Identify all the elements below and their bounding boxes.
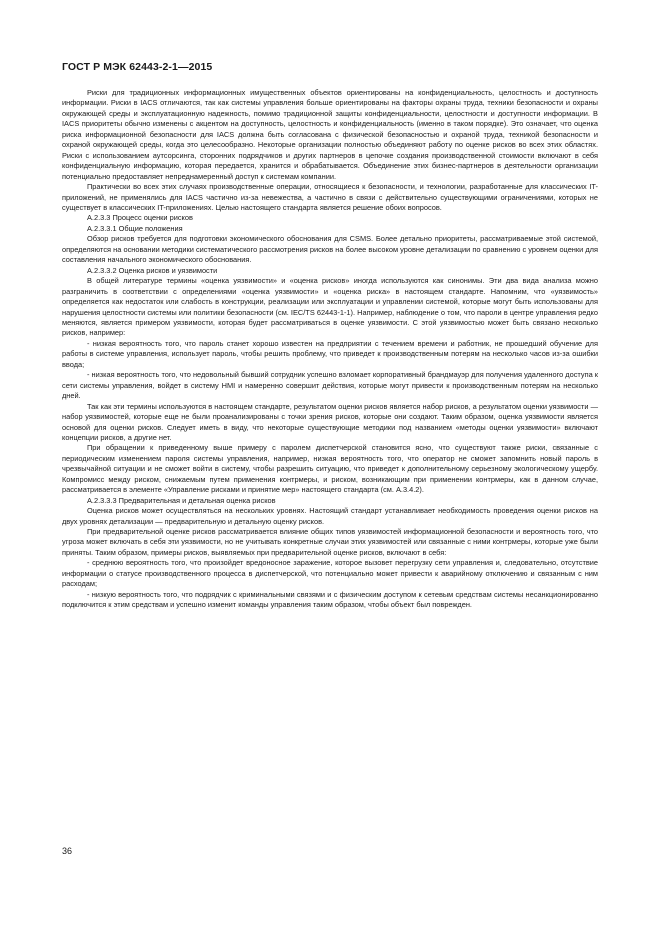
section-heading-a23332: A.2.3.3.2 Оценка рисков и уязвимости: [87, 265, 218, 275]
page-number: 36: [62, 846, 73, 856]
paragraph-preliminary-assessment: При предварительной оценке рисков рассматривается влияние общих типов уязвимостей информационной безопасности и вероятность того, что угроза может включать в себя эти уязвимости, но не учитывать конкретные случаи этих уязвимостей или связанные с ними контрмеры, которые уже были приняты. Таким образом, примеры рисков, выявляемых при предварительной оценке рисков, включают в себя:: [62, 527, 598, 557]
paragraph-risks-iacs: Риски для традиционных информационных имущественных объектов ориентированы на конфиденциальность, целостность и доступность информации. Риски в IACS отличаются, так как системы управления больше ориентированы на факторы охраны труда, техники безопасности и охраны окружающей среды и эксплуатационную надежность, помимо традиционной защиты конфиденциальности, целостности и доступности информации. В IACS приоритеты обычно изменены с акцентом на доступность, целостность и конфиденциальность (именно в таком порядке). Это означает, что оценка риска информационной безопасности для IACS должна быть согласована с физической безопасностью и охраной труда, техникой безопасности и охраной окружающей среды, когда это целесообразно. Некоторые организации полностью объединяют работу по оценке рисков во всех этих областях. Риски с использованием аутсорсинга, сторонних подрядчиков и других партнеров в цепочке создания производственной стоимости включают в себя конфиденциальную информацию, которая передается, хранится и обрабатывается. Объединение этих бизнес-партнеров в деятельности организации потенциально предоставляет непреднамеренный доступ к системам компании.: [62, 88, 598, 181]
list-item-disgruntled-employee: - низкая вероятность того, что недовольный бывший сотрудник успешно взломает корпоративный брандмауэр для получения удаленного доступа к сети системы управления, войдет в систему HMI и намеренно совершит действия, которые могут привести к производственным потерям на несколько дней.: [62, 370, 598, 401]
list-item-malware-infection: - среднюю вероятность того, что произойдет вредоносное заражение, которое вызовет перегрузку сети управления и, следовательно, отсутствие информации о статусе производственного процесса в диспетчерской, что потенциально может привести к аварийному отключению и связанным с ним расходам;: [62, 558, 598, 589]
paragraph-risk-overview: Обзор рисков требуется для подготовки экономического обоснования для CSMS. Более детально приоритеты, рассматриваемые этой системой, определяются на основании методики систематического рассмотрения рисков на более высоком уровне детализации по сравнению с уровнем оценки для составления начального экономического обоснования.: [62, 234, 598, 265]
list-item-password-known: - низкая вероятность того, что пароль станет хорошо известен на предприятии с течением времени и работник, не прошедший обучение для работы в системе управления, использует пароль, чтобы решить проблему, что приведет к производственным потерям на несколько часов из-за ошибки ввода;: [62, 338, 598, 369]
paragraph-terms-usage: Так как эти термины используются в настоящем стандарте, результатом оценки рисков является набор рисков, а результатом оценки уязвимости — набор уязвимостей, которые еще не были проанализированы с точки зрения рисков, которые они создают. Таким образом, оценка уязвимости является основой для оценки рисков. Следует иметь в виду, что некоторые существующие методики под названием «методы оценки уязвимости» включают концепции рисков, а другие нет.: [62, 401, 598, 442]
paragraph-practical-cases: Практически во всех этих случаях производственные операции, относящиеся к безопасности, и технологии, разработанные для классических IT-приложений, не применялись для IACS частично из-за невежества, а частично в связи с действительно существующими ограничениями, которых не существует в классических IT-приложениях. Целью настоящего стандарта является решение обоих вопросов.: [62, 182, 598, 212]
paragraph-password-example: При обращении к приведенному выше примеру с паролем диспетчерской становится ясно, что существуют также риски, связанные с периодическим изменением пароля системы управления, например, низкая вероятность того, что оператор не сможет запомнить новый пароль в чрезвычайной ситуации и не сможет войти в систему, чтобы разрешить ситуацию, что приведет к дополнительному серьезному экологическому ущербу. Компромисс между риском, снижаемым путем применения контрмеры, и риском, возникающим при применении контрмеры, как в данном случае, рассматривается в элементе «Управление рисками и принятие мер» настоящего стандарта (см. A.3.4.2).: [62, 443, 598, 495]
section-heading-a2333: A.2.3.3 Процесс оценки рисков: [87, 213, 193, 223]
paragraph-vulnerability-terms: В общей литературе термины «оценка уязвимости» и «оценка рисков» иногда используются как синонимы. Эти два вида анализа можно разграничить в соответствии с определениями «оценка уязвимости» и «оценка риска» в настоящем стандарте. Напомним, что «уязвимость» определяется как недостаток или слабость в конструкции, реализации или эксплуатации и управлении системой, которые могут быть использованы для нарушения целостности системы или политики безопасности (см. IEC/TS 62443-1-1). Например, наблюдение о том, что пароли в центре управления редко меняются, является примером уязвимости, которая будет рассматриваться в оценке уязвимости. С этой уязвимостью может быть связано несколько рисков, например:: [62, 276, 598, 338]
section-heading-a23331: A.2.3.3.1 Общие положения: [87, 223, 183, 233]
section-heading-a23333: A.2.3.3.3 Предварительная и детальная оценка рисков: [87, 495, 276, 505]
paragraph-assessment-levels: Оценка рисков может осуществляться на нескольких уровнях. Настоящий стандарт устанавливает необходимость проведения оценки рисков на двух уровнях детализации — предварительную и детальную оценку рисков.: [62, 506, 598, 526]
standard-header: ГОСТ Р МЭК 62443-2-1—2015: [62, 61, 213, 73]
body-text: [62, 88, 598, 611]
list-item-criminal-contractor: - низкую вероятность того, что подрядчик с криминальными связями и с физическим доступом к сетевым средствам системы несанкционированно подключится к этим средствам и успешно изменит команды управления таким образом, чтобы объект был поврежден.: [62, 589, 598, 610]
